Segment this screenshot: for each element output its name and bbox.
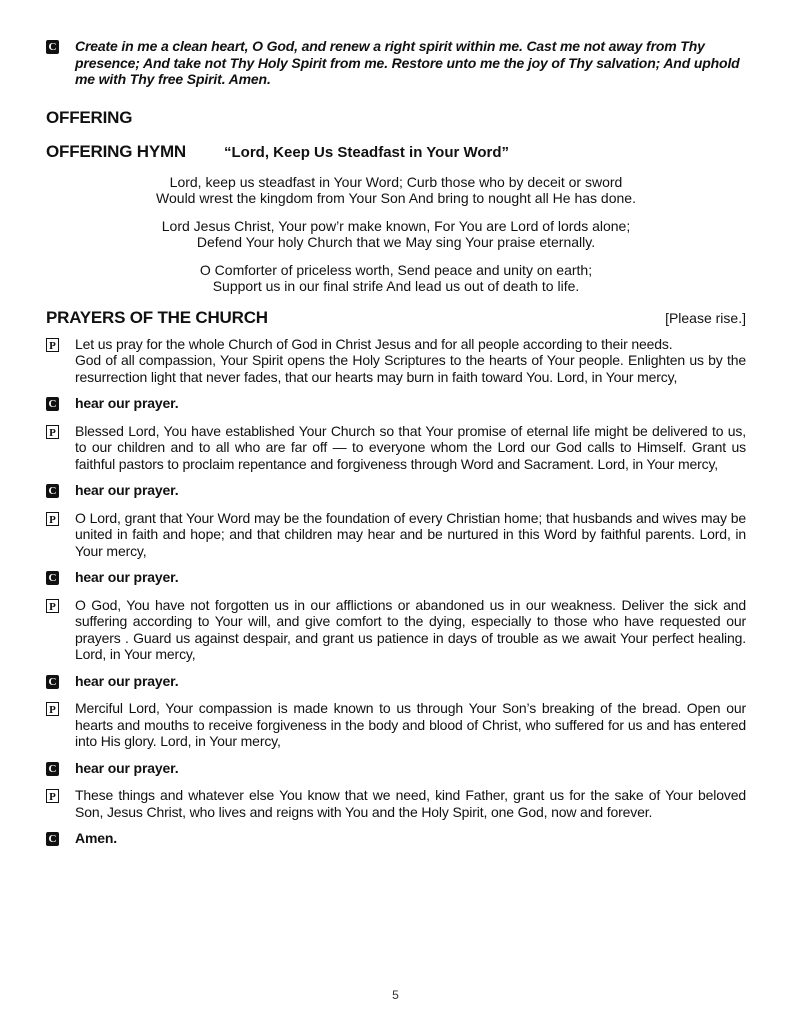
hymn-line: Would wrest the kingdom from Your Son And bring to nought all He has done. [156, 190, 636, 206]
prayers-heading: PRAYERS OF THE CHURCH [46, 307, 268, 327]
pastor-petition [46, 423, 746, 473]
response-text: hear our prayer. [75, 395, 179, 411]
pastor-petition [46, 336, 746, 386]
prayer-list [46, 336, 746, 847]
petition-body: God of all compassion, Your Spirit opens the Holy Scriptures to the hearts of Your people. Enlighten us by the resurrection light that never fades, that our hearts may burn in faith toward You. Lord, in Your mercy, [75, 352, 746, 385]
hymn-line: Defend Your holy Church that we May sing Your praise eternally. [196, 234, 596, 250]
hymn-stanzas [46, 174, 746, 295]
offering-hymn-header [46, 142, 746, 162]
congregation-response [46, 673, 746, 690]
petition-text: These things and whatever else You know that we need, kind Father, grant us for the sake of Your beloved Son, Jesus Christ, who lives and reigns with You and the Holy Spirit, one God, now and forever. [75, 787, 746, 820]
response-text: hear our prayer. [75, 759, 179, 776]
congregation-c-icon: C [46, 40, 59, 54]
pastor-p-icon: P [46, 599, 59, 613]
hymn-line: Lord, keep us steadfast in Your Word; Curb those who by deceit or sword [169, 173, 623, 190]
petition-text: O Lord, grant that Your Word may be the foundation of every Christian home; that husbands and wives may be united in faith and hope; and that children may hear and be nurtured in this Word by faithful parents. Lord, in Your mercy, [75, 509, 746, 559]
congregation-response [46, 569, 746, 586]
pastor-p-icon: P [46, 789, 59, 803]
prayers-header [46, 308, 746, 328]
hymn-line: O Comforter of priceless worth, Send peace and unity on earth; [199, 261, 593, 278]
response-text: hear our prayer. [75, 672, 179, 689]
pastor-petition [46, 597, 746, 663]
congregation-response [46, 760, 746, 777]
bulletin-page [46, 38, 746, 847]
offering-hymn-heading: OFFERING HYMN [46, 141, 187, 161]
congregation-c-icon: C [46, 675, 59, 689]
hymn-line: Lord Jesus Christ, Your pow’r make known, For You are Lord of lords alone; [161, 217, 631, 234]
petition-intro: Let us pray for the whole Church of God in Christ Jesus and for all people according to their needs. [75, 335, 673, 352]
response-text: hear our prayer. [75, 569, 179, 585]
congregation-c-icon: C [46, 571, 59, 585]
rubric-note: [Please rise.] [665, 309, 746, 326]
congregation-response [46, 830, 746, 847]
page-number: 5 [392, 988, 399, 1002]
pastor-p-icon: P [46, 425, 59, 439]
hymn-stanza [46, 174, 746, 207]
congregation-c-icon: C [46, 397, 59, 411]
congregation-response [46, 38, 746, 88]
response-text: hear our prayer. [75, 482, 179, 498]
hymn-line: Support us in our final strife And lead us out of death to life. [212, 278, 580, 294]
pastor-p-icon: P [46, 338, 59, 352]
pastor-petition [46, 700, 746, 750]
offering-heading: OFFERING [46, 107, 133, 127]
hymn-stanza [46, 218, 746, 251]
pastor-p-icon: P [46, 512, 59, 526]
hymn-title: “Lord, Keep Us Steadfast in Your Word” [224, 143, 510, 161]
congregation-c-icon: C [46, 484, 59, 498]
hymn-stanza [46, 262, 746, 295]
congregation-response [46, 482, 746, 499]
response-text: Create in me a clean heart, O God, and renew a right spirit within me. Cast me not away from Thy presence; And take not Thy Holy Spirit from me. Restore unto me the joy of Thy salvation; And uphold me with Thy free Spirit. Amen. [75, 38, 740, 87]
petition-text [75, 336, 746, 386]
petition-text: Merciful Lord, Your compassion is made known to us through Your Son’s breaking of the bread. Open our hearts and mouths to receive forgiveness in the body and blood of Christ, who suffered for us and has entered into His glory. Lord, in Your mercy, [75, 700, 746, 749]
congregation-c-icon: C [46, 762, 59, 776]
pastor-petition [46, 510, 746, 560]
pastor-p-icon: P [46, 702, 59, 716]
congregation-response [46, 395, 746, 412]
congregation-c-icon: C [46, 832, 59, 846]
response-text: Amen. [75, 830, 118, 846]
petition-text: Blessed Lord, You have established Your Church so that Your promise of eternal life might be delivered to us, to our children and to all who are far off — to everyone whom the Lord our God calls to Himself. Grant us faithful pastors to proclaim repentance and forgiveness through Word and Sacrament. Lord, in Your mercy, [75, 422, 746, 472]
pastor-petition [46, 787, 746, 820]
petition-text: O God, You have not forgotten us in our afflictions or abandoned us in our weakness. Deliver the sick and suffering according to Your will, and give comfort to the dying, especially to those who have requested our prayers . Guard us against despair, and grant us patience in days of trouble as we await Your perfect healing. Lord, in Your mercy, [75, 596, 746, 662]
